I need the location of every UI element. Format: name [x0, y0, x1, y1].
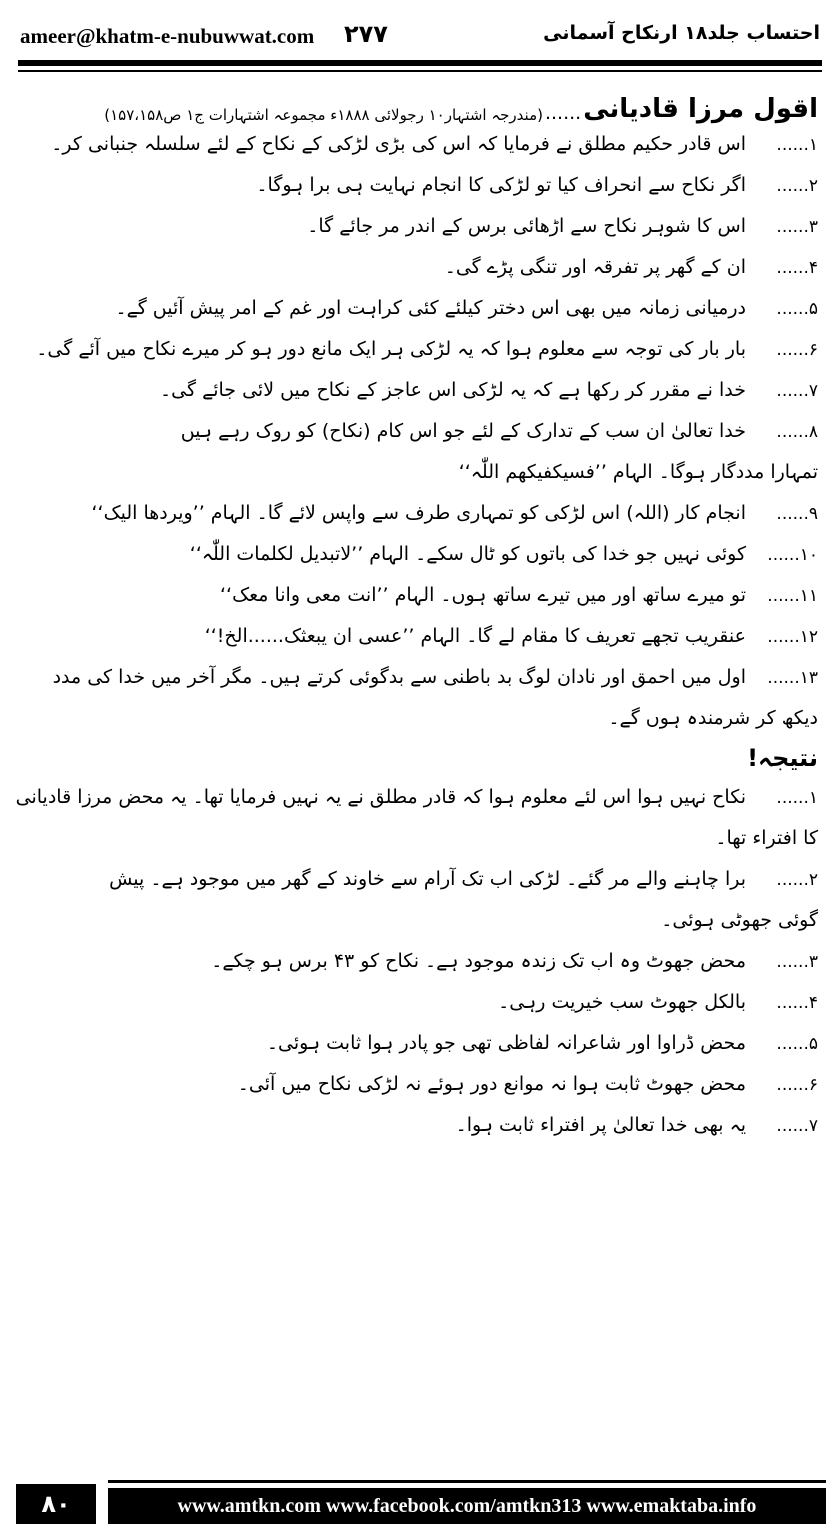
result-item — [22, 1023, 818, 1064]
list-item — [22, 575, 818, 616]
result-heading: نتیجہ! — [747, 744, 818, 772]
item-text: یہ بھی خدا تعالیٰ پر افتراء ثابت ہوا۔ — [455, 1114, 746, 1136]
result-item — [22, 1105, 818, 1146]
item-number: ۷...... — [776, 381, 818, 401]
list-item — [22, 616, 818, 657]
item-number: ۶...... — [776, 340, 818, 360]
item-text: اول میں احمق اور نادان لوگ بد باطنی سے بدگوئی کرتے ہیں۔ مگر آخر میں خدا کی مدد — [52, 666, 746, 688]
footer-rule — [108, 1480, 826, 1483]
result-item — [22, 859, 818, 900]
page-header — [14, 18, 826, 54]
section-source: (مندرجہ اشتہار۱۰ رجولائی ۱۸۸۸ء مجموعہ اشتہارات ج۱ ص۱۵۷،۱۵۸) — [104, 106, 543, 124]
item-text: بار بار کی توجہ سے معلوم ہوا کہ یہ لڑکی ہر ایک مانع دور ہو کر میرے نکاح میں آئے گی۔ — [36, 338, 746, 360]
page-body — [15, 80, 818, 1146]
list-item — [22, 493, 818, 534]
item-continuation: کا افتراء تھا۔ — [715, 827, 818, 849]
section-heading — [22, 80, 818, 124]
item-number: ۴...... — [776, 993, 818, 1013]
item-text: محض جھوٹ ثابت ہوا نہ موانع دور ہوئے نہ لڑکی نکاح میں آئی۔ — [237, 1073, 746, 1095]
item-text: اس قادر حکیم مطلق نے فرمایا کہ اس کی بڑی لڑکی کے نکاح کے لئے سلسلہ جنبانی کر۔ — [51, 133, 746, 155]
list-item — [22, 206, 818, 247]
item-number: ۶...... — [776, 1075, 818, 1095]
item-number: ۱۲...... — [767, 627, 818, 647]
list-item — [22, 411, 818, 452]
result-item — [22, 982, 818, 1023]
item-number: ۱۱...... — [767, 586, 818, 606]
item-number: ۹...... — [776, 504, 818, 524]
list-item — [22, 165, 818, 206]
item-number: ۵...... — [776, 299, 818, 319]
footer-links: www.amtkn.com www.facebook.com/amtkn313 www.emaktaba.info — [108, 1488, 826, 1524]
item-number: ۳...... — [776, 952, 818, 972]
item-text: ان کے گھر پر تفرقہ اور تنگی پڑے گی۔ — [444, 256, 746, 278]
item-continuation: گوئی جھوٹی ہوئی۔ — [661, 909, 818, 931]
list-item — [22, 288, 818, 329]
item-text: خدا تعالیٰ ان سب کے تدارک کے لئے جو اس کام (نکاح) کو روک رہے ہیں — [180, 420, 746, 442]
list-item — [22, 534, 818, 575]
item-text: اگر نکاح سے انحراف کیا تو لڑکی کا انجام نہایت ہی برا ہوگا۔ — [256, 174, 746, 196]
item-number: ۱...... — [776, 788, 818, 808]
item-text: انجام کار (اللہ) اس لڑکی کو تمہاری طرف سے واپس لائے گا۔ الہام ’’ویردھا الیک‘‘ — [91, 502, 746, 524]
item-number: ۸...... — [776, 422, 818, 442]
item-number: ۱...... — [776, 135, 818, 155]
section-dots: ...... — [544, 102, 582, 124]
header-email: ameer@khatm-e-nubuwwat.com — [20, 24, 315, 48]
item-text: بالکل جھوٹ سب خیریت رہی۔ — [498, 991, 746, 1013]
list-item — [22, 124, 818, 165]
item-number: ۲...... — [776, 176, 818, 196]
item-text: اس کا شوہر نکاح سے اڑھائی برس کے اندر مر جائے گا۔ — [307, 215, 746, 237]
item-number: ۲...... — [776, 870, 818, 890]
header-rule-thick — [18, 60, 822, 66]
result-item — [15, 777, 818, 818]
header-rule-thin — [18, 70, 822, 72]
item-number: ۴...... — [776, 258, 818, 278]
item-text: کوئی نہیں جو خدا کی باتوں کو ٹال سکے۔ الہام ’’لاتبدیل لکلمات اللّٰہ‘‘ — [189, 543, 746, 565]
item-number: ۷...... — [776, 1116, 818, 1136]
item-text: محض ڈراوا اور شاعرانہ لفاظی تھی جو پادر ہوا ثابت ہوئی۔ — [266, 1032, 746, 1054]
list-item — [22, 657, 818, 698]
item-number: ۱۳...... — [767, 668, 818, 688]
header-page-number: ۲۷۷ — [344, 20, 388, 48]
item-text: درمیانی زمانہ میں بھی اس دختر کیلئے کئی کراہت اور غم کے امر پیش آئیں گے۔ — [115, 297, 746, 319]
item-number: ۱۰...... — [767, 545, 818, 565]
footer-page-number: ۸۰ — [16, 1484, 96, 1524]
result-item — [22, 1064, 818, 1105]
section-title: اقول مرزا قادیانی — [583, 94, 818, 124]
item-continuation: دیکھ کر شرمندہ ہوں گے۔ — [608, 707, 818, 729]
item-text: عنقریب تجھے تعریف کا مقام لے گا۔ الہام ’’عسی ان یبعثک......الخ!‘‘ — [204, 625, 746, 647]
header-book-title: احتساب جلد۱۸ ارنکاح آسمانی — [543, 22, 820, 44]
item-number: ۳...... — [776, 217, 818, 237]
item-text: خدا نے مقرر کر رکھا ہے کہ یہ لڑکی اس عاجز کے نکاح میں لائی جائے گی۔ — [160, 379, 746, 401]
item-continuation: تمہارا مددگار ہوگا۔ الہام ’’فسیکفیکھم اللّٰہ‘‘ — [458, 461, 818, 483]
item-text: نکاح نہیں ہوا اس لئے معلوم ہوا کہ قادر مطلق نے یہ نہیں فرمایا تھا۔ یہ محض مرزا قادیانی — [15, 786, 746, 808]
list-item — [22, 247, 818, 288]
item-text: برا چاہنے والے مر گئے۔ لڑکی اب تک آرام سے خاوند کے گھر میں موجود ہے۔ پیش — [109, 868, 746, 890]
item-number: ۵...... — [776, 1034, 818, 1054]
list-item — [22, 329, 818, 370]
result-item — [22, 941, 818, 982]
item-text: تو میرے ساتھ اور میں تیرے ساتھ ہوں۔ الہام ’’انت معی وانا معک‘‘ — [220, 584, 746, 606]
list-item — [22, 370, 818, 411]
item-text: محض جھوٹ وہ اب تک زندہ موجود ہے۔ نکاح کو ۴۳ برس ہو چکے۔ — [211, 950, 746, 972]
